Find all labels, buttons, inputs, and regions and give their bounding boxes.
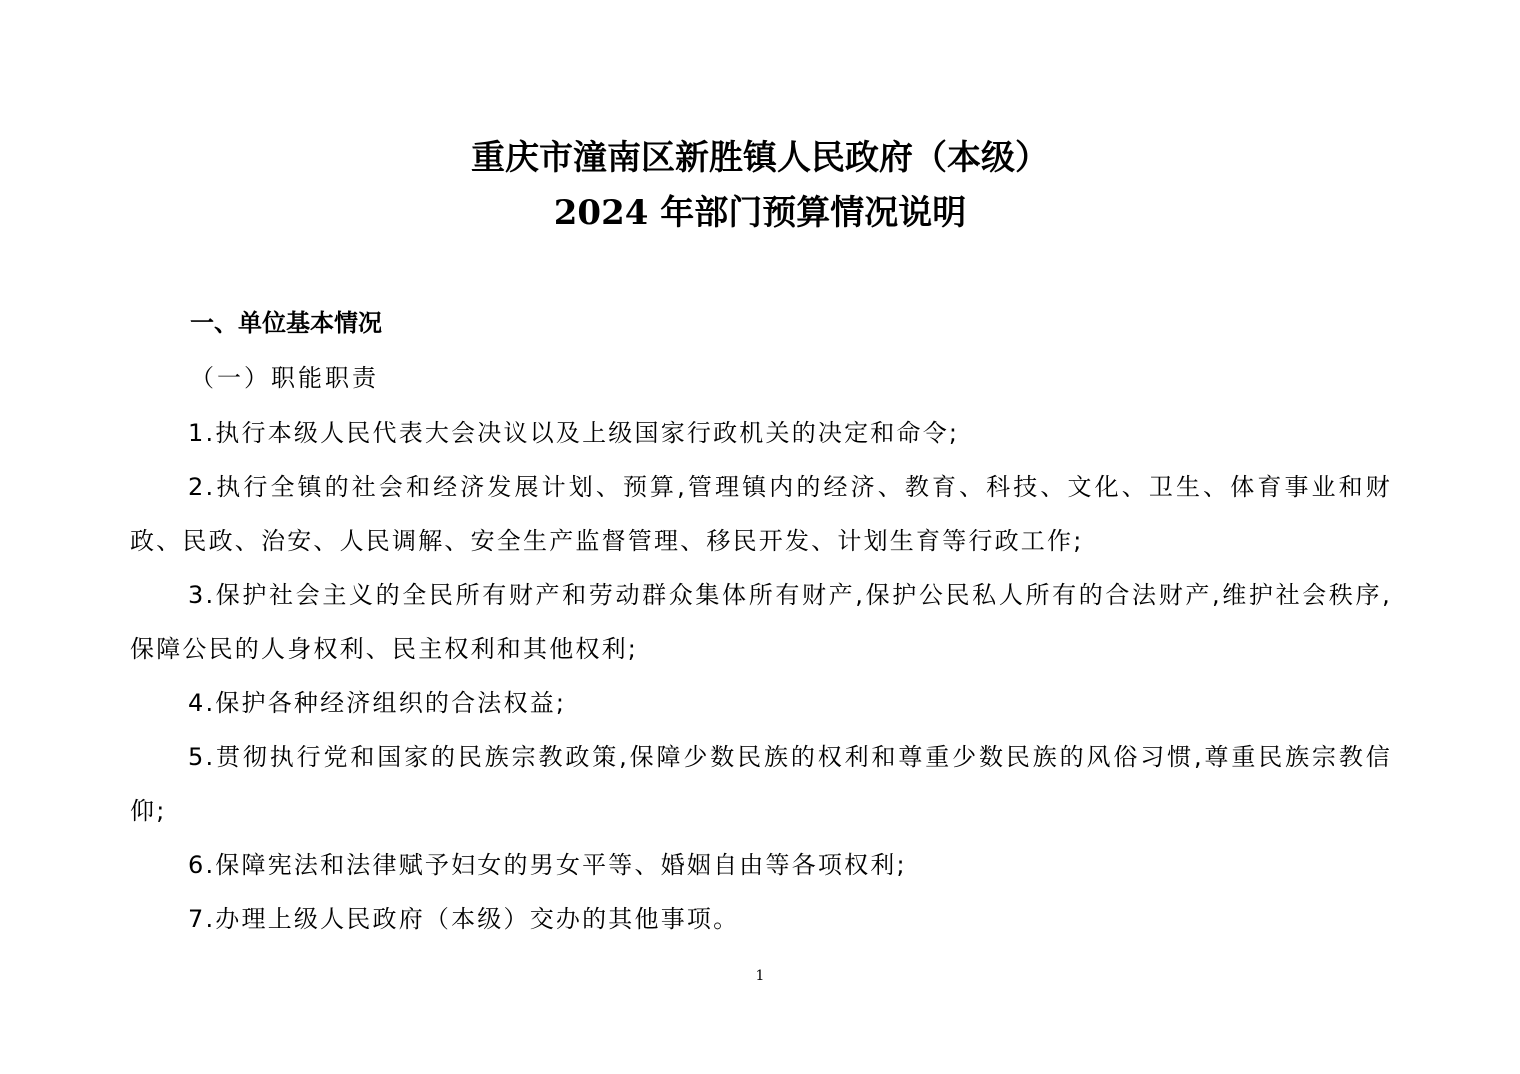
- document-title-line1: 重庆市潼南区新胜镇人民政府（本级）: [471, 138, 1049, 178]
- document-title-line2: 2024 年部门预算情况说明: [553, 193, 967, 233]
- duty-paragraph-2: 2.执行全镇的社会和经济发展计划、预算,管理镇内的经济、教育、科技、文化、卫生、体育事业和财政、民政、治安、人民调解、安全生产监督管理、移民开发、计划生育等行政工作;: [130, 473, 1392, 555]
- page-number: 1: [755, 968, 765, 984]
- subsection-heading: （一）职能职责: [190, 364, 379, 392]
- duty-paragraph-5: 5.贯彻执行党和国家的民族宗教政策,保障少数民族的权利和尊重少数民族的风俗习惯,尊重民族宗教信仰;: [130, 743, 1392, 825]
- duty-paragraph-4: 4.保护各种经济组织的合法权益;: [188, 689, 567, 717]
- duty-paragraph-6: 6.保障宪法和法律赋予妇女的男女平等、婚姻自由等各项权利;: [188, 851, 907, 879]
- duty-paragraph-1: 1.执行本级人民代表大会决议以及上级国家行政机关的决定和命令;: [188, 419, 960, 447]
- duty-paragraph-7: 7.办理上级人民政府（本级）交办的其他事项。: [188, 905, 740, 933]
- duty-paragraph-3: 3.保护社会主义的全民所有财产和劳动群众集体所有财产,保护公民私人所有的合法财产,维护社会秩序,保障公民的人身权利、民主权利和其他权利;: [130, 581, 1392, 663]
- section-heading: 一、单位基本情况: [190, 309, 382, 337]
